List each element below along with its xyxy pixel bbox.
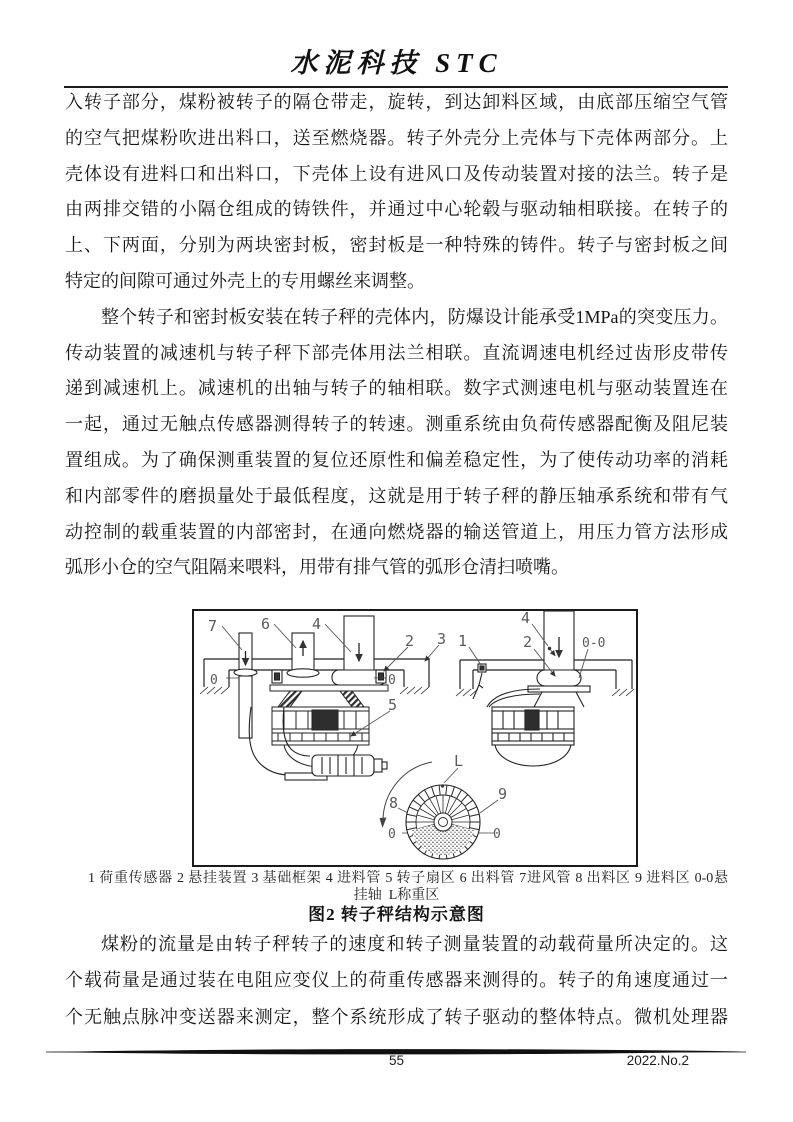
text-line: 动控制的载重装置的内部密封，在通向燃烧器的输送管道上，用压力管方法形成 <box>65 521 728 542</box>
text-line: 特定的间隙可通过外壳上的专用螺丝来调整。 <box>65 270 425 291</box>
figure-label-3: 3 <box>437 630 447 648</box>
figure-label-0-right: 0 <box>388 673 396 688</box>
text-line: 由两排交错的小隔仓组成的铸铁件，并通过中心轮毂与驱动轴相联接。在转子的 <box>65 199 728 220</box>
figure-label-8: 8 <box>389 794 399 812</box>
text-line: 置组成。为了确保测重装置的复位还原性和偏差稳定性，为了使传动功率的消耗 <box>65 449 728 470</box>
figure-label-7: 7 <box>208 617 218 635</box>
figure-label-1: 1 <box>458 632 468 650</box>
figure-label-4: 4 <box>312 615 322 633</box>
figure-label-0-left: 0 <box>210 673 218 688</box>
text-line: 入转子部分，煤粉被转子的隔仓带走，旋转，到达卸料区域，由底部压缩空气管 <box>65 92 728 112</box>
figure-panel <box>192 609 638 867</box>
text-line: 传动装置的减速机与转子秤下部壳体用法兰相联。直流调速电机经过齿形皮带传 <box>65 342 728 363</box>
text-line: 的空气把煤粉吹进出料口，送至燃烧器。转子外壳分上壳体与下壳体两部分。上 <box>65 127 728 148</box>
figure-label-2-right: 2 <box>523 633 533 651</box>
text-line: 煤粉的流量是由转子秤转子的速度和转子测量装置的动载荷量所决定的。这 <box>101 934 728 954</box>
figure-caption-continuation: 挂轴 L称重区 <box>353 888 440 903</box>
journal-header-title: 水泥科技 STC <box>290 48 503 78</box>
footer-issue: 2022.No.2 <box>626 1053 689 1068</box>
text-line: 个无触点脉冲变送器来测定，整个系统形成了转子驱动的整体特点。微机处理器 <box>65 1006 728 1027</box>
figure-label-0-circle-left: 0 <box>388 827 396 842</box>
figure-diagram <box>192 609 638 867</box>
text-line: 整个转子和密封板安装在转子秤的壳体内，防爆设计能承受1MPa的突变压力。 <box>101 306 728 327</box>
figure-label-section: 0-0 <box>582 636 606 651</box>
figure-caption-parts: 1 荷重传感器 2 悬挂装置 3 基础框架 4 进料管 5 转子扇区 6 出料管 7进风管 8 出料区 9 进料区 0-0悬 <box>88 871 728 886</box>
figure-label-0-circle-right: 0 <box>493 827 501 842</box>
figure-label-5: 5 <box>388 696 398 714</box>
body-text-block <box>65 85 728 586</box>
figure-label-4-right: 4 <box>521 609 531 627</box>
body-text-block-2 <box>65 926 728 1035</box>
figure-label-2: 2 <box>405 632 415 650</box>
figure-label-L: L <box>454 752 464 770</box>
text-line: 递到减速机上。减速机的出轴与转子的轴相联。数字式测速电机与驱动装置连在 <box>65 378 728 399</box>
text-line: 弧形小仓的空气阻隔来喂料，用带有排气管的弧形仓清扫喷嘴。 <box>65 557 569 578</box>
text-line: 一起，通过无触点传感器测得转子的转速。测重系统由负荷传感器配衡及阻尼装 <box>65 414 728 435</box>
text-line: 上、下两面，分别为两块密封板，密封板是一种特殊的铸件。转子与密封板之间 <box>65 235 728 256</box>
figure-label-6: 6 <box>261 615 271 633</box>
figure-title: 图2 转子秤结构示意图 <box>308 905 485 924</box>
text-line: 和内部零件的磨损量处于最低程度，这就是用于转子秤的静压轴承系统和带有气 <box>65 485 728 506</box>
text-line: 个载荷量是通过装在电阻应变仪上的荷重传感器来测得的。转子的角速度通过一 <box>65 970 728 991</box>
figure-label-9: 9 <box>498 785 508 803</box>
text-line: 壳体设有进料口和出料口，下壳体上设有进风口及传动装置对接的法兰。转子是 <box>65 163 728 184</box>
left-pipes <box>234 616 386 738</box>
footer-page-number: 55 <box>388 1053 405 1068</box>
